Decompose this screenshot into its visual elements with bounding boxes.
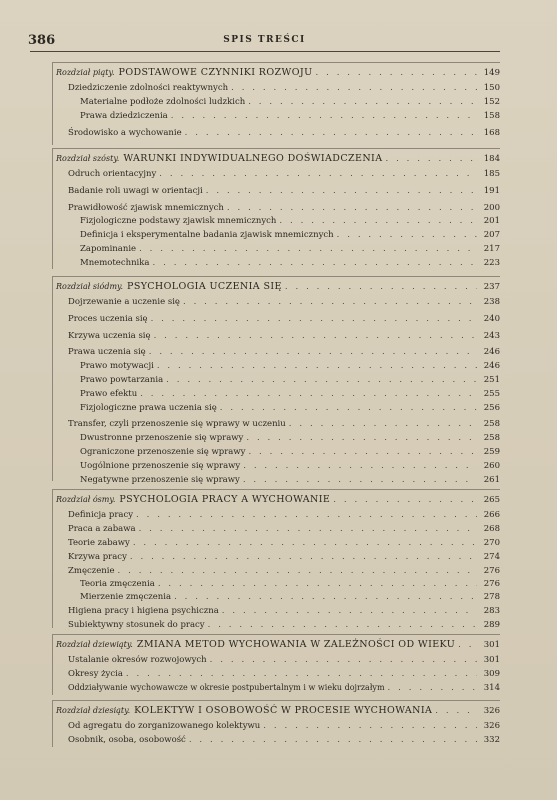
toc-entry: Negatywne przenoszenie się wprawy . . . 261 [80,472,500,486]
chapter-page: 237 [483,282,500,292]
toc-entry: Definicja i eksperymentalne badania zjawisk mnemicznych . . . 207 [80,227,500,241]
toc-entry: Badanie roli uwagi w orientacji . . . 191 [68,183,500,197]
toc-entry: Mnemotechnika . . . 223 [80,255,500,269]
toc-entry: Prawa dziedziczenia . . . 158 [80,108,500,122]
toc-entry: Środowisko a wychowanie . . . 168 [68,125,500,139]
toc-entry: Dwustronne przenoszenie się wprawy . . . 258 [80,430,500,444]
toc-entry: Subiektywny stosunek do pracy . . . 289 [68,617,500,631]
toc-entry: Od agregatu do zorganizowanego kolektywu . . . 326 [68,718,500,732]
page-header [28,33,501,49]
toc-entry: Teoria zmęczenia . . . 276 [80,576,500,590]
toc-entry: Fizjologiczne prawa uczenia się . . . 256 [80,400,500,414]
toc-entry: Prawo powtarzania . . . 251 [80,372,500,386]
toc-entry: Fizjologiczne podstawy zjawisk mnemicznych . . . 201 [80,213,500,227]
chapter-9-block [52,634,500,695]
chapter-title: PSYCHOLOGIA UCZENIA SIĘ [127,281,282,292]
chapter-prefix: Rozdział siódmy. [56,282,124,291]
toc-entry: Teorie zabawy . . . 270 [68,535,500,549]
toc-entry: Materialne podłoże zdolności ludzkich . . . 152 [80,94,500,108]
chapter-title: KOLEKTYW I OSOBOWOŚĆ W PROCESIE WYCHOWANIA [134,705,433,716]
toc-entry: Okresy życia . . . 309 [68,666,500,680]
toc-entry: Mierzenie zmęczenia . . . 278 [80,589,500,603]
chapter-prefix: Rozdział ósmy. [56,495,116,504]
toc-entry: Krzywa uczenia się . . . 243 [68,328,500,342]
chapter-heading [56,703,500,717]
toc-entry: Praca a zabawa . . . 268 [68,521,500,535]
page-number: 386 [28,33,56,48]
chapter-title: PSYCHOLOGIA PRACY A WYCHOWANIE [119,494,331,505]
toc-entry: Prawa uczenia się . . . 246 [68,344,500,358]
chapter-prefix: Rozdział szósty. [56,154,120,163]
toc-entry: Definicja pracy . . . 266 [68,507,500,521]
chapter-title: PODSTAWOWE CZYNNIKI ROZWOJU [118,67,313,78]
chapter-7-block [52,276,500,485]
chapter-page: 265 [483,495,500,505]
toc-entry: Prawidłowość zjawisk mnemicznych . . . 200 [68,200,500,214]
toc-entry: Osobnik, osoba, osobowość . . . 332 [68,732,500,746]
chapter-title: WARUNKI INDYWIDUALNEGO DOŚWIADCZENIA [123,153,383,164]
chapter-8-block [52,489,500,628]
chapter-5-block [52,62,500,145]
toc-entry: Zmęczenie . . . 276 [68,563,500,577]
chapter-heading [56,492,500,506]
chapter-page: 326 [483,706,500,716]
chapter-heading [56,65,500,79]
chapter-prefix: Rozdział dziesiąty. [56,706,131,715]
chapter-heading [56,151,500,165]
toc-entry: Proces uczenia się . . . 240 [68,311,500,325]
chapter-prefix: Rozdział piąty. [56,68,115,77]
toc-entry: Uogólnione przenoszenie się wprawy . . . 260 [80,458,500,472]
toc-entry: Krzywa pracy . . . 274 [68,549,500,563]
chapter-heading [56,637,500,651]
chapter-title: ZMIANA METOD WYCHOWANIA W ZALEŻNOŚCI OD WIEKU [136,639,456,650]
toc-entry: Prawo efektu . . . 255 [80,386,500,400]
toc-entry: Dojrzewanie a uczenie się . . . 238 [68,294,500,308]
chapter-page: 149 [483,68,500,78]
toc-entry: Oddziaływanie wychowawcze w okresie postpubertalnym i w wieku dojrzałym . . . 314 [68,680,500,694]
chapter-10-block [52,700,500,747]
toc-entry: Higiena pracy i higiena psychiczna . . . 283 [68,603,500,617]
toc-entry: Odruch orientacyjny . . . 185 [68,166,500,180]
toc-entry: Transfer, czyli przenoszenie się wprawy w uczeniu . . . 258 [68,416,500,430]
toc-entry: Dziedziczenie zdolności reaktywnych . . . 150 [68,80,500,94]
chapter-page: 184 [483,154,500,164]
toc-entry: Ograniczone przenoszenie się wprawy . . . 259 [80,444,500,458]
running-title: SPIS TREŚCI [223,35,306,45]
toc-entry: Ustalanie okresów rozwojowych . . . 301 [68,652,500,666]
header-rule [30,51,500,52]
toc-entry: Prawo motywacji . . . 246 [80,358,500,372]
chapter-page: 301 [483,640,500,650]
chapter-heading [56,279,500,293]
chapter-prefix: Rozdział dziewiąty. [56,640,133,649]
chapter-6-block [52,148,500,269]
toc-entry: Zapominanie . . . 217 [80,241,500,255]
